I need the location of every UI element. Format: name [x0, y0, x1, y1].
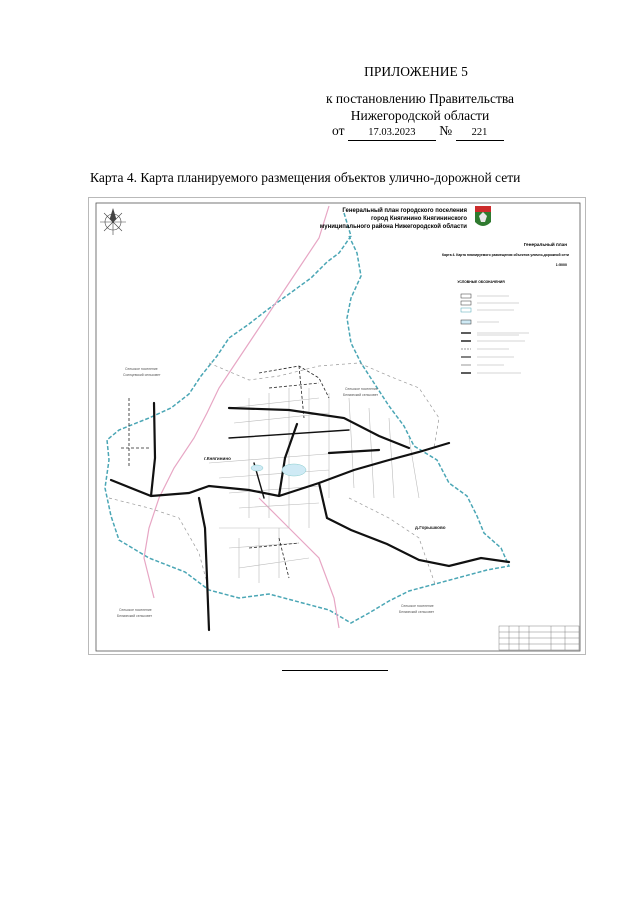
map-name: Карта 4. Карта планируемого размещения объектов улично-дорожной сети [442, 253, 569, 257]
main-roads [111, 403, 509, 630]
compass-rose-icon [100, 209, 126, 235]
neighbor-ne-line1: Сельское поселение [345, 387, 378, 391]
lake [282, 464, 306, 476]
appendix-heading: ПРИЛОЖЕНИЕ 5 [364, 64, 468, 79]
neighbor-nw-line1: Сельское поселение [125, 367, 158, 371]
village-label: д.Горышково [415, 525, 446, 530]
town-label: г.Княгинино [204, 456, 231, 461]
road-network-map [88, 197, 586, 655]
map-inner-frame [96, 203, 580, 651]
settlement-boundary [105, 213, 509, 623]
map-caption: Карта 4. Карта планируемого размещения объектов улично-дорожной сети [90, 170, 521, 185]
coat-of-arms-icon [475, 206, 491, 226]
map-subtitle: Генеральный план [523, 242, 567, 247]
decree-reference-line1: к постановлению Правительства [325, 91, 515, 106]
neighbor-sw-line1: Сельское поселение [119, 608, 152, 612]
neighbor-se-line2: Белкинский сельсовет [399, 610, 435, 614]
neighbor-ne-line2: Белкинский сельсовет [343, 393, 379, 397]
pond [251, 465, 263, 471]
map-scale: 1:5000 [555, 263, 567, 267]
river [144, 206, 339, 628]
map-title-line2: город Княгинино Княгининского [371, 216, 467, 222]
decree-date-line [332, 123, 504, 141]
decree-date: 17.03.2023 [348, 126, 436, 141]
map-title-line3: муниципального района Нижегородской области [319, 224, 467, 230]
number-sign: № [439, 123, 453, 138]
stamp-table [499, 626, 579, 650]
neighbor-se-line1: Сельское поселение [401, 604, 434, 608]
date-prefix: от [332, 123, 345, 138]
decree-number: 221 [456, 126, 504, 141]
legend-title: УСЛОВНЫЕ ОБОЗНАЧЕНИЯ [457, 280, 505, 284]
municipal-boundary [109, 363, 439, 590]
neighbor-nw-line2: Солнцевский сельсовет [123, 373, 161, 377]
map-drawing [89, 198, 587, 656]
map-legend [457, 280, 529, 373]
neighbor-sw-line2: Белкинский сельсовет [117, 614, 153, 618]
decree-reference-line2: Нижегородской области [350, 108, 490, 123]
map-title-line1: Генеральный план городского поселения [342, 208, 467, 214]
closing-rule [282, 670, 388, 671]
